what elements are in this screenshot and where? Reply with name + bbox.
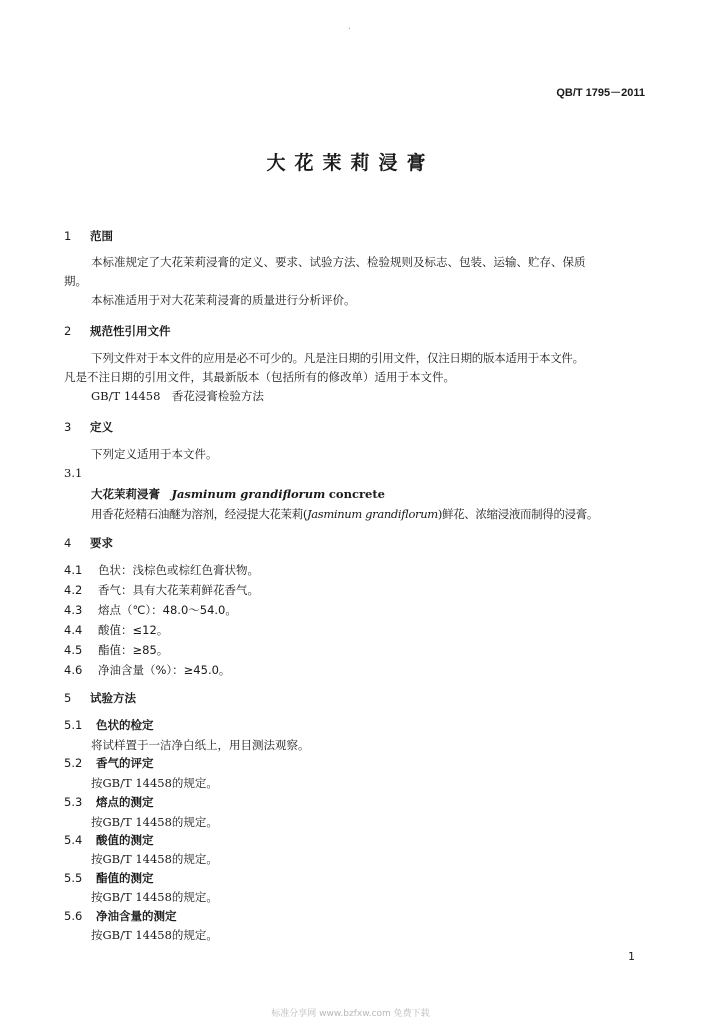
subclause-title: 熔点的测定 [96,795,154,809]
paragraph: 本标准适用于对大花茉莉浸膏的质量进行分析评价。 [91,293,356,307]
term-latin: Jasminum grandiflorum [171,487,326,501]
document-title: 大花茉莉浸膏 [266,152,435,174]
subclause-number: 5.4 [64,833,83,847]
section-2-heading [64,323,171,339]
section-title: 要求 [90,536,113,550]
subclause-number: 3.1 [64,466,83,480]
subclause-number: 5.5 [64,871,83,885]
section-number: 1 [64,229,72,243]
section-title: 试验方法 [90,691,136,705]
method-heading [64,755,154,771]
method-body: 按GB/T 14458的规定。 [91,928,218,942]
item-number: 4.1 [64,563,83,577]
page-number: 1 [628,950,635,963]
subclause-number: 5.6 [64,909,83,923]
definition-text: 用香花烃精石油醚为溶剂，经浸提大花茉莉( [91,507,307,521]
item-text: 净油含量（%）：≥45.0。 [98,663,231,677]
subclause-number: 5.3 [64,795,83,809]
section-title: 规范性引用文件 [90,324,171,338]
item-text: 熔点（℃）：48.0～54.0。 [98,603,237,617]
requirement-item [64,562,259,578]
item-number: 4.5 [64,643,83,657]
term-entry [91,486,385,502]
requirement-item [64,582,259,598]
item-text: 酸值：≤12。 [98,623,169,637]
section-3-heading [64,419,113,435]
paragraph: 凡是不注日期的引用文件，其最新版本（包括所有的修改单）适用于本文件。 [64,370,455,384]
term-chinese: 大花茉莉浸膏 [91,487,160,501]
paragraph: 下列文件对于本文件的应用是必不可少的。凡是注日期的引用文件，仅注日期的版本适用于本文件。 [91,351,584,365]
watermark: 标准分享网 www.bzfxw.com 免费下载 [271,1009,430,1019]
subclause-title: 净油含量的测定 [96,909,177,923]
section-4-heading [64,535,113,551]
method-body: 按GB/T 14458的规定。 [91,890,218,904]
item-text: 香气：具有大花茉莉鲜花香气。 [98,583,259,597]
method-heading [64,870,154,886]
term-english: concrete [328,487,385,501]
normative-reference: GB/T 14458 香花浸膏检验方法 [91,389,264,403]
item-text: 酯值：≥85。 [98,643,169,657]
requirement-item [64,602,237,618]
standard-number: QB/T 1795－2011 [556,87,645,99]
definition-text: )鲜花、浓缩浸液而制得的浸膏。 [437,507,599,521]
term-definition [91,506,598,522]
section-number: 2 [64,324,72,338]
subclause-number: 5.2 [64,756,83,770]
method-body: 按GB/T 14458的规定。 [91,776,218,790]
requirement-item [64,622,168,638]
item-number: 4.3 [64,603,83,617]
item-number: 4.2 [64,583,83,597]
section-number: 3 [64,420,72,434]
requirement-item [64,642,168,658]
section-number: 4 [64,536,72,550]
item-number: 4.4 [64,623,83,637]
method-heading [64,832,154,848]
subclause-title: 香气的评定 [96,756,154,770]
scan-mark: . [348,22,351,32]
section-title: 定义 [90,420,113,434]
subclause-number: 5.1 [64,718,83,732]
section-5-heading [64,690,136,706]
section-number: 5 [64,691,72,705]
item-text: 色状：浅棕色或棕红色膏状物。 [98,563,259,577]
paragraph: 本标准规定了大花茉莉浸膏的定义、要求、试验方法、检验规则及标志、包装、运输、贮存、保质 [91,255,586,269]
method-body: 将试样置于一洁净白纸上，用目测法观察。 [91,738,310,752]
section-title: 范围 [90,229,113,243]
section-1-heading [64,228,113,244]
method-heading [64,717,154,733]
paragraph: 下列定义适用于本文件。 [91,447,218,461]
method-heading [64,908,177,924]
method-body: 按GB/T 14458的规定。 [91,815,218,829]
subclause-title: 色状的检定 [96,718,154,732]
subclause-title: 酯值的测定 [96,871,154,885]
item-number: 4.6 [64,663,83,677]
requirement-item [64,662,230,678]
method-heading [64,794,154,810]
paragraph: 期。 [64,274,87,288]
method-body: 按GB/T 14458的规定。 [91,852,218,866]
definition-latin: Jasminum grandiflorum [307,507,438,521]
subclause-title: 酸值的测定 [96,833,154,847]
